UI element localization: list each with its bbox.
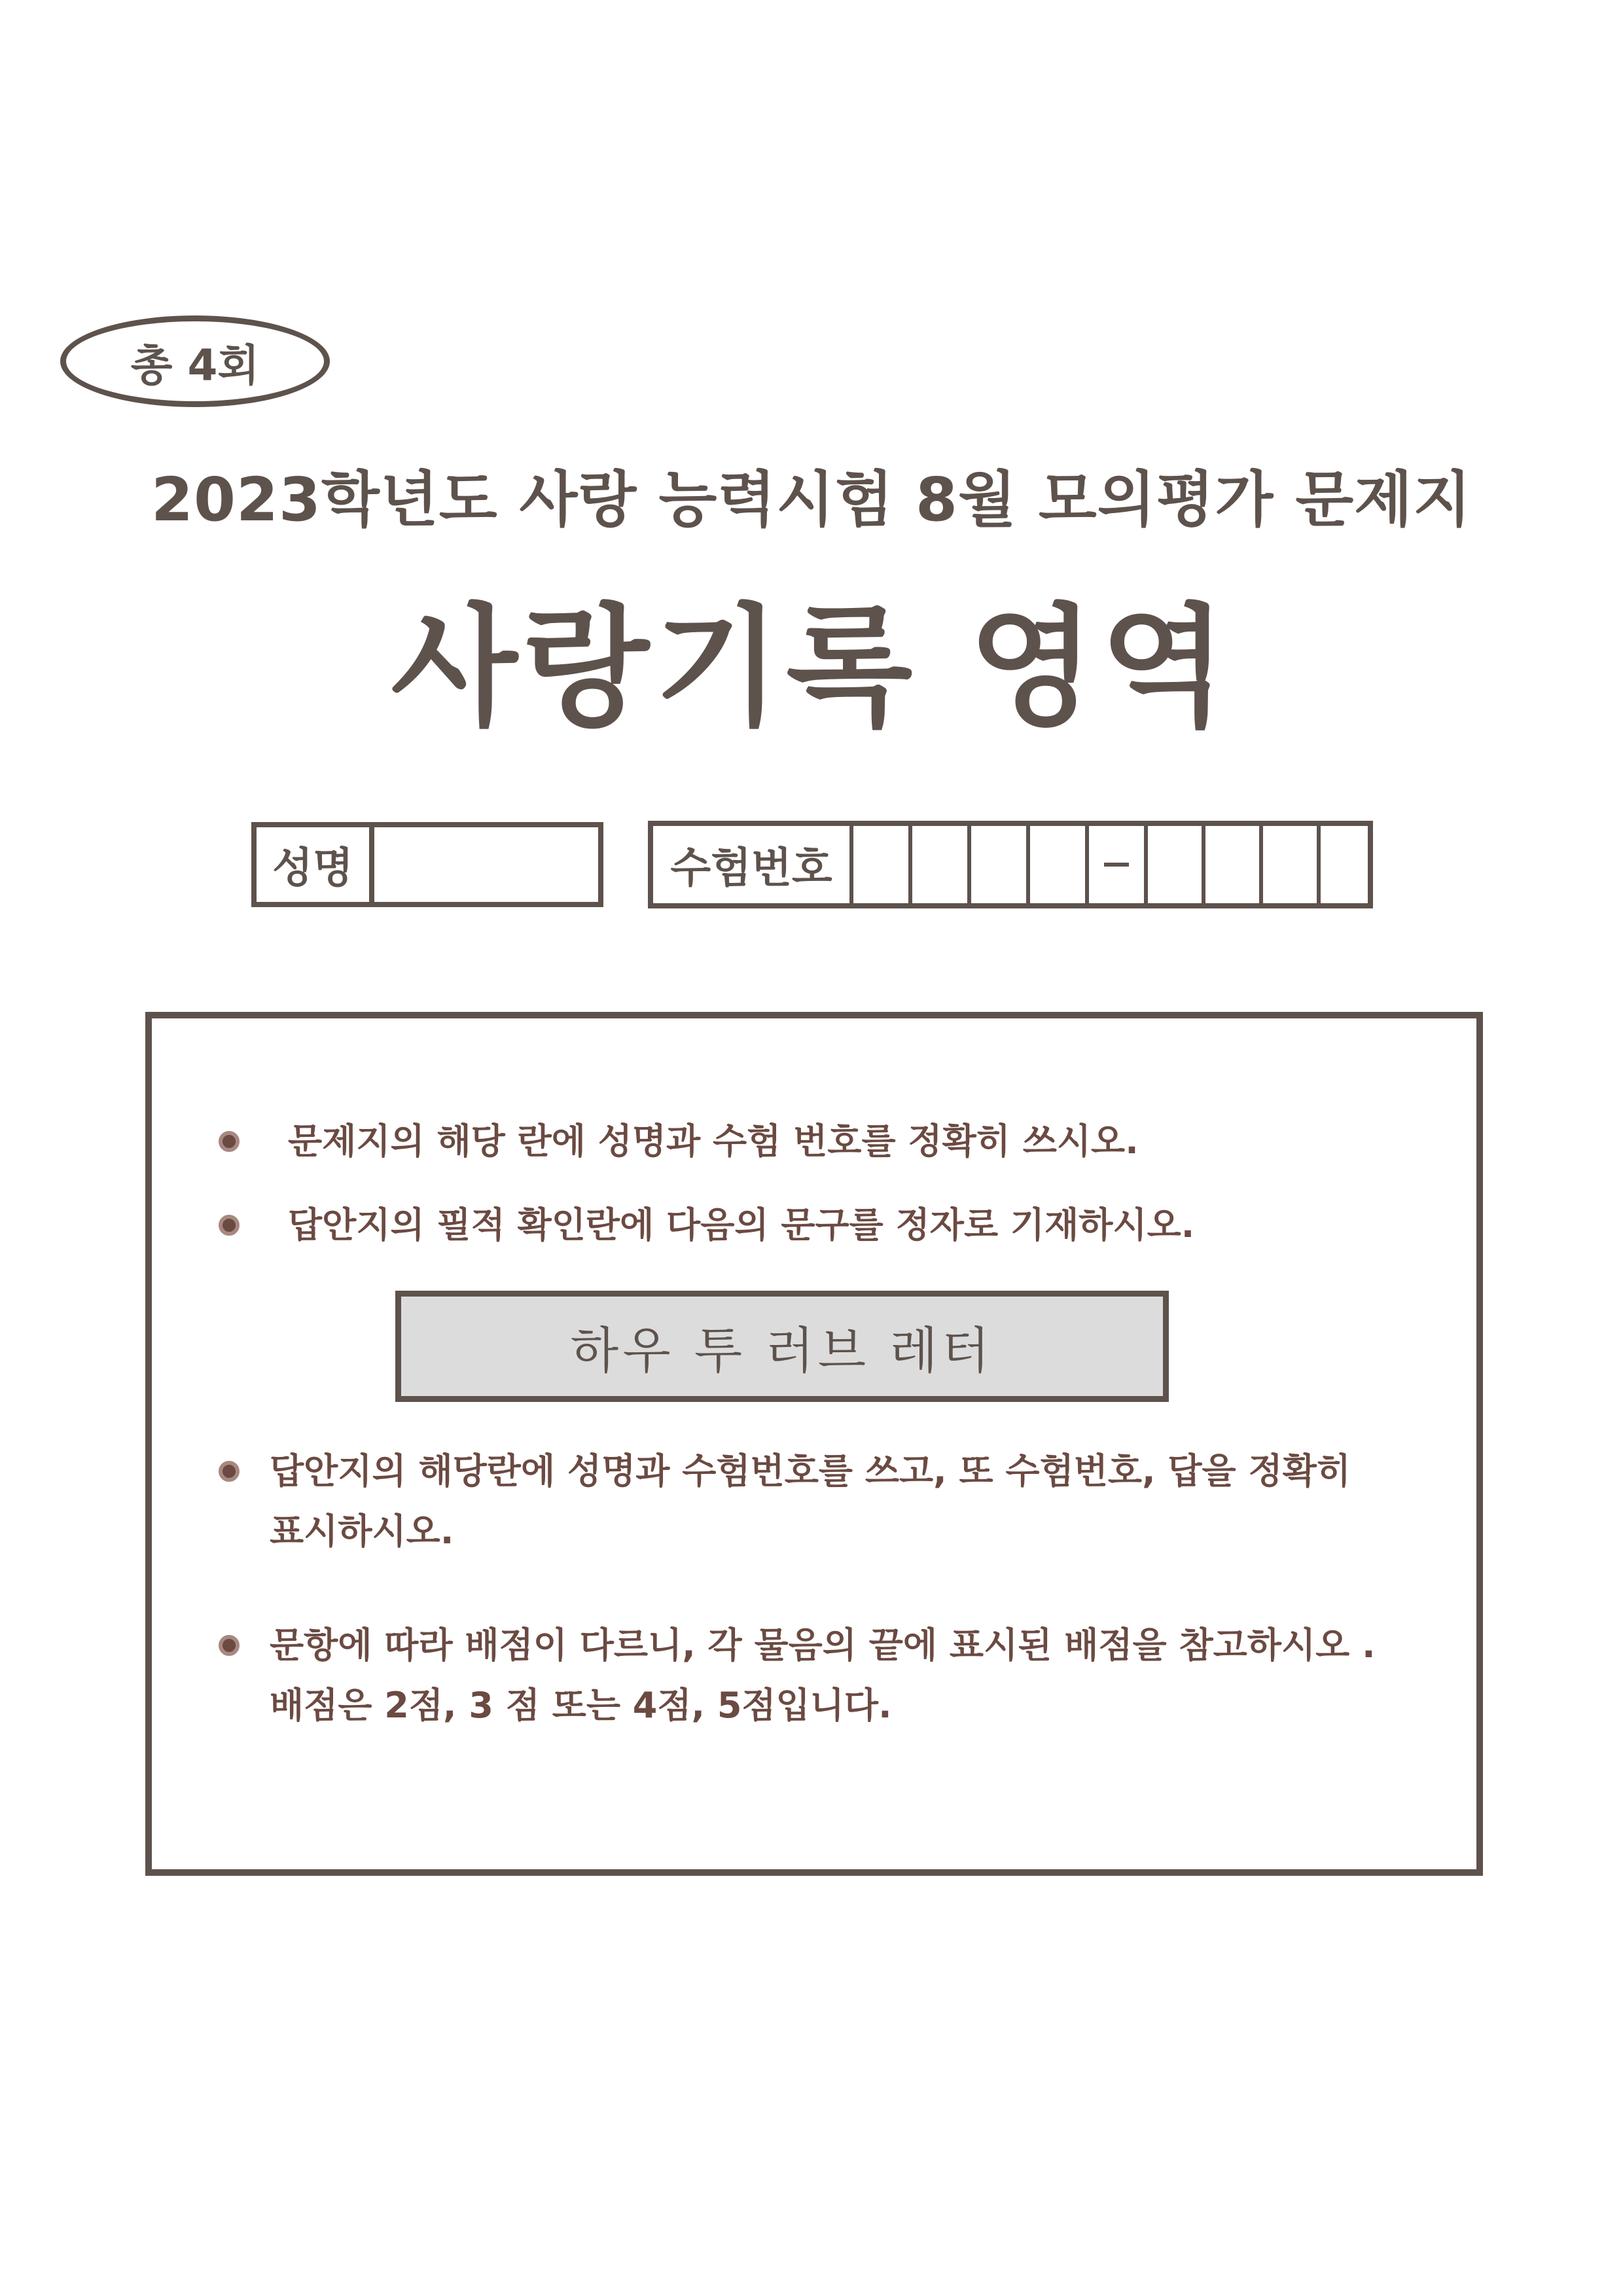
instruction-item: 문제지의 해당 란에 성명과 수험 번호를 정확히 쓰시오. [288,1121,1139,1162]
name-field[interactable] [251,822,603,907]
exam-number-digit[interactable] [1026,826,1085,903]
dash-icon [1104,863,1129,867]
instruction-item: 문항에 따라 배점이 다르니, 각 물음의 끝에 표시된 배점을 참고하시오 . [270,1624,1376,1666]
exam-number-digit[interactable] [1259,826,1317,903]
total-rounds-badge: 총 4회 [60,315,330,407]
exam-number-digit[interactable] [1317,826,1368,903]
instruction-item: 배점은 2점, 3 점 또는 4점, 5점입니다. [270,1685,892,1726]
name-label: 성명 [257,827,374,902]
handwriting-phrase: 하우 투 러브 레터 [395,1291,1169,1402]
exam-number-label: 수험번호 [670,844,832,893]
exam-number-digit[interactable] [1202,826,1259,903]
exam-number-digit[interactable] [967,826,1026,903]
bullet-icon [219,1215,240,1236]
exam-number-digit[interactable] [908,826,967,903]
bullet-icon [219,1635,240,1656]
exam-subtitle: 2023학년도 사랑 능력시험 8월 모의평가 문제지 [151,465,1472,535]
exam-number-field[interactable] [648,821,1373,908]
exam-title: 사랑기록 영역 [391,592,1232,744]
exam-number-digit[interactable] [849,826,908,903]
bullet-icon [219,1461,240,1482]
instruction-item: 표시하시오. [270,1511,454,1552]
exam-number-digit[interactable] [1144,826,1202,903]
instruction-item: 답안지의 해당란에 성명과 수험번호를 쓰고, 또 수험번호, 답을 정확히 [270,1450,1351,1492]
exam-number-separator [1085,826,1144,903]
bullet-icon [219,1131,240,1152]
instruction-item: 답안지의 필적 확인란에 다음의 문구를 정자로 기재하시오. [288,1204,1195,1246]
